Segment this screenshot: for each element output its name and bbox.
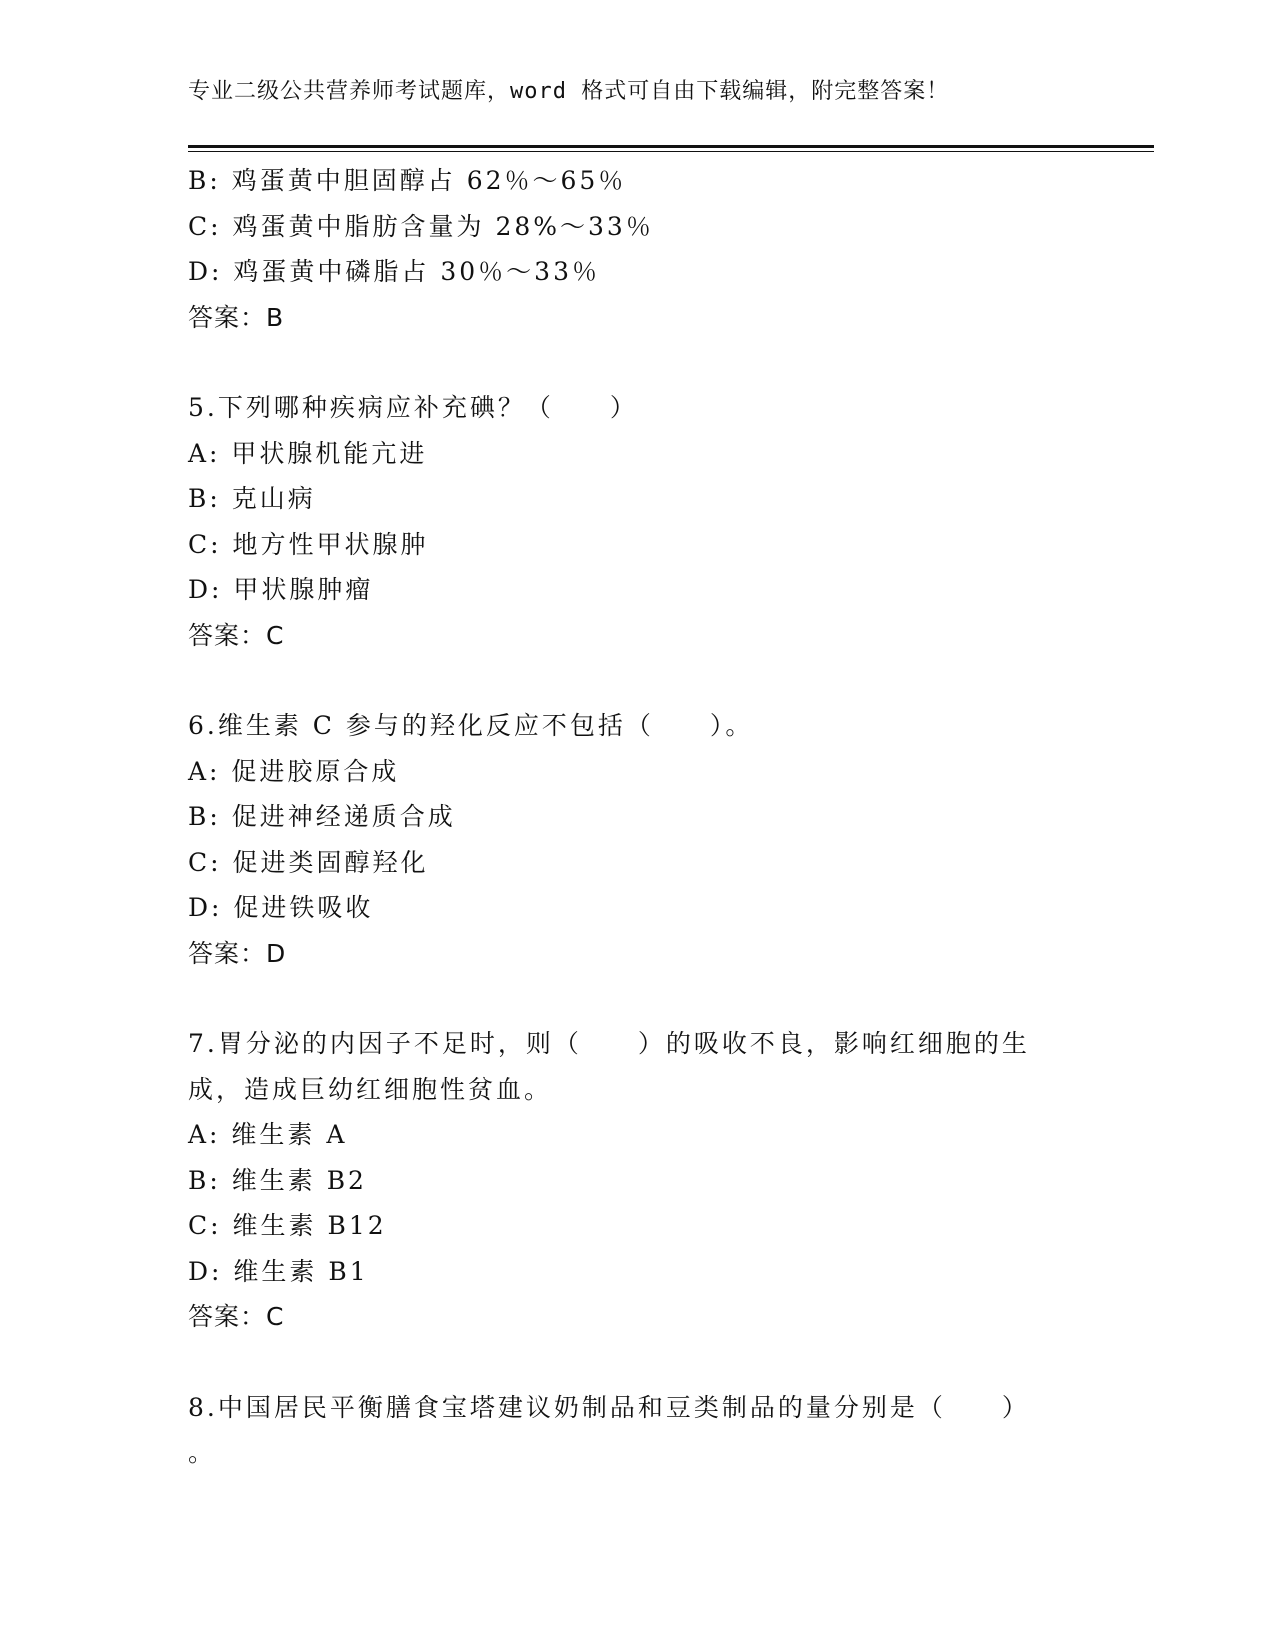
option-d: D: 鸡蛋黄中磷脂占 30％～33％: [188, 257, 600, 286]
spacer: [188, 976, 1128, 1021]
option-b: B: 克山病: [188, 484, 316, 513]
question-stem: 6.维生素 C 参与的羟化反应不包括（ ）。: [188, 711, 754, 740]
option-c: C: 地方性甲状腺肿: [188, 529, 429, 559]
option-b: B: 促进神经递质合成: [188, 802, 456, 831]
question-5: [188, 385, 1128, 658]
question-stem: 5.下列哪种疾病应补充碘？（ ）: [188, 393, 638, 422]
question-stem-line-1: 7.胃分泌的内因子不足时，则（ ）的吸收不良，影响红细胞的生: [188, 1029, 1030, 1058]
page-header: 专业二级公共营养师考试题库，word 格式可自由下载编辑，附完整答案！: [188, 79, 950, 104]
answer: 答案：C: [188, 1302, 285, 1331]
question-8: [188, 1385, 1128, 1476]
question-stem-line-2: 。: [188, 1438, 217, 1467]
question-stem-line-1: 8.中国居民平衡膳食宝塔建议奶制品和豆类制品的量分别是（ ）: [188, 1392, 1030, 1422]
option-b: B: 鸡蛋黄中胆固醇占 62％～65％: [188, 166, 627, 195]
answer: 答案：B: [188, 302, 285, 332]
spacer: [188, 658, 1128, 703]
option-d: D: 维生素 B1: [188, 1256, 369, 1286]
answer: 答案：D: [188, 938, 287, 968]
option-c: C: 鸡蛋黄中脂肪含量为 28%～33％: [188, 211, 654, 241]
answer: 答案：C: [188, 620, 285, 650]
question-7: [188, 1021, 1128, 1340]
spacer: [188, 340, 1128, 385]
option-c: C: 维生素 B12: [188, 1211, 387, 1240]
question-6: [188, 703, 1128, 976]
option-d: D: 甲状腺肿瘤: [188, 575, 374, 604]
header-rule-thin: [188, 151, 1154, 152]
option-d: D: 促进铁吸收: [188, 893, 374, 922]
header-rule-thick: [188, 145, 1154, 148]
question-content: [188, 158, 1128, 1476]
option-a: A: 维生素 A: [188, 1120, 348, 1149]
option-a: A: 甲状腺机能亢进: [188, 438, 428, 468]
spacer: [188, 1340, 1128, 1385]
option-c: C: 促进类固醇羟化: [188, 847, 429, 877]
option-b: B: 维生素 B2: [188, 1165, 367, 1195]
question-4-tail: [188, 158, 1128, 340]
option-a: A: 促进胶原合成: [188, 756, 400, 786]
question-stem-line-2: 成，造成巨幼红细胞性贫血。: [188, 1074, 553, 1104]
